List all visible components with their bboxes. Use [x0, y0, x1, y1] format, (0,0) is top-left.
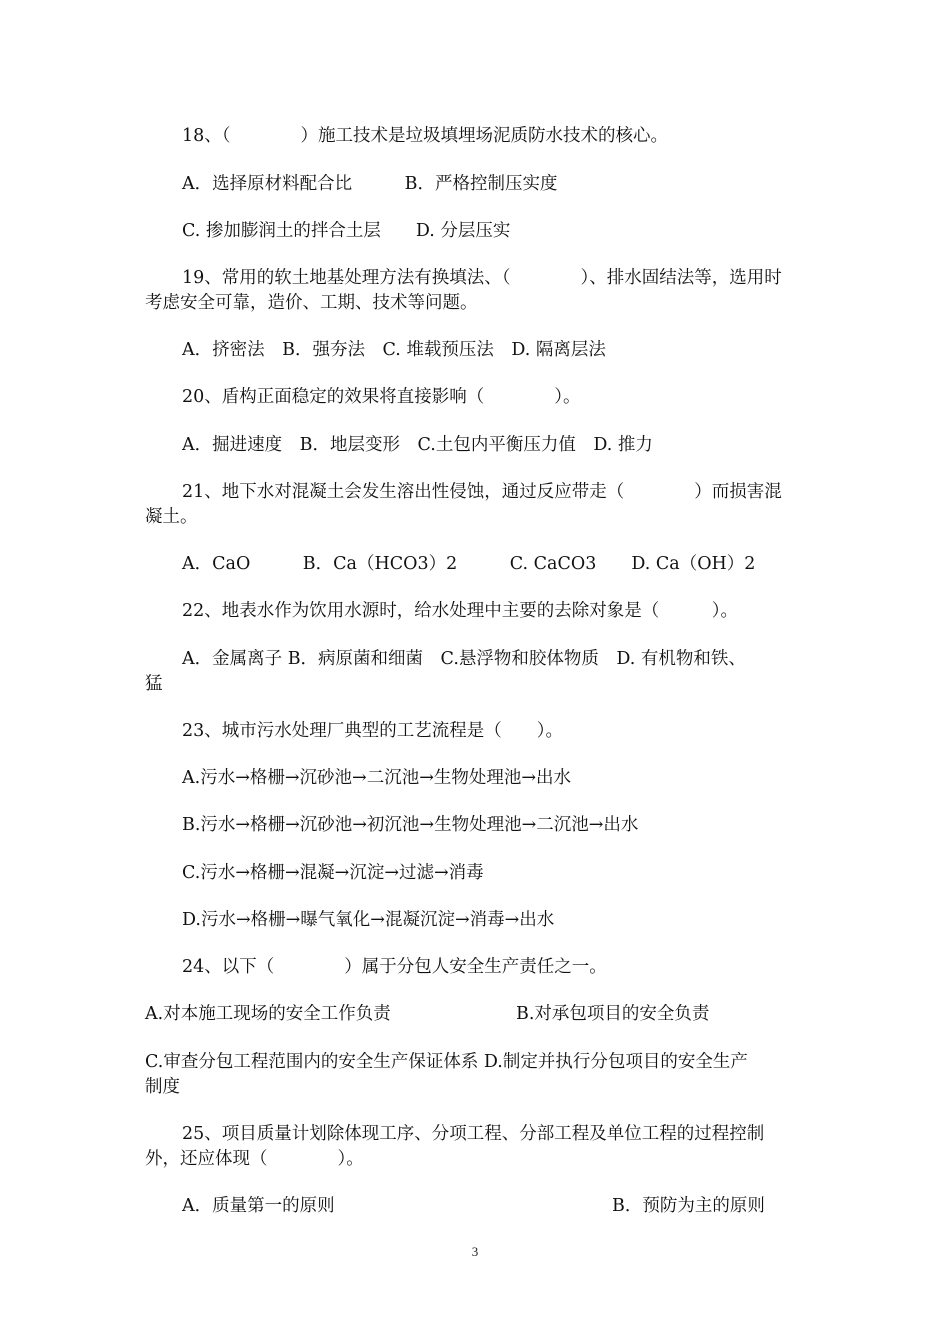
page-number: 3	[471, 1244, 479, 1259]
question-24-options-cd: C.审查分包工程范围内的安全生产保证体系 D.制定并执行分包项目的安全生产	[145, 1052, 748, 1072]
question-18-options-cd: C. 掺加膨润土的拌合土层 D. 分层压实	[182, 221, 511, 241]
question-25-option-a: A．质量第一的原则	[182, 1196, 335, 1216]
question-23-option-d: D.污水→格栅→曝气氧化→混凝沉淀→消毒→出水	[182, 910, 555, 930]
question-21-options: A．CaO B．Ca（HCO3）2 C. CaCO3 D. Ca（OH）2	[182, 554, 756, 574]
question-23: 23、城市污水处理厂典型的工艺流程是（ ）。	[182, 721, 564, 741]
question-24: 24、以下（ ）属于分包人安全生产责任之一。	[182, 957, 607, 977]
question-20-options: A．掘进速度 B．地层变形 C.土包内平衡压力值 D. 推力	[182, 435, 653, 455]
question-19: 19、常用的软土地基处理方法有换填法、（ ）、排水固结法等，选用时	[182, 268, 782, 288]
question-22: 22、地表水作为饮用水源时，给水处理中主要的去除对象是（ ）。	[182, 601, 739, 621]
question-24-option-a: A.对本施工现场的安全工作负责	[145, 1004, 391, 1024]
question-21-continued: 凝土。	[145, 507, 198, 527]
question-25-option-b: B．预防为主的原则	[612, 1196, 765, 1216]
question-22-options-continued: 猛	[145, 674, 163, 694]
question-23-option-a: A.污水→格栅→沉砂池→二沉池→生物处理池→出水	[182, 768, 572, 788]
question-22-options: A．金属离子 B．病原菌和细菌 C.悬浮物和胶体物质 D. 有机物和铁、	[182, 649, 746, 669]
question-23-option-c: C.污水→格栅→混凝→沉淀→过滤→消毒	[182, 863, 484, 883]
question-19-options: A．挤密法 B．强夯法 C. 堆载预压法 D. 隔离层法	[182, 340, 606, 360]
question-24-option-b: B.对承包项目的安全负责	[516, 1004, 710, 1024]
question-20: 20、盾构正面稳定的效果将直接影响（ ）。	[182, 387, 581, 407]
question-18: 18、（ ）施工技术是垃圾填埋场泥质防水技术的核心。	[182, 126, 669, 146]
question-23-option-b: B.污水→格栅→沉砂池→初沉池→生物处理池→二沉池→出水	[182, 815, 639, 835]
question-25: 25、项目质量计划除体现工序、分项工程、分部工程及单位工程的过程控制	[182, 1124, 765, 1144]
question-24-options-continued: 制度	[145, 1077, 180, 1097]
question-19-continued: 考虑安全可靠，造价、工期、技术等问题。	[145, 293, 478, 313]
question-25-continued: 外，还应体现（ ）。	[145, 1149, 364, 1169]
question-21: 21、地下水对混凝土会发生溶出性侵蚀，通过反应带走（ ）而损害混	[182, 482, 782, 502]
question-18-options-ab: A．选择原材料配合比 B．严格控制压实度	[182, 174, 558, 194]
